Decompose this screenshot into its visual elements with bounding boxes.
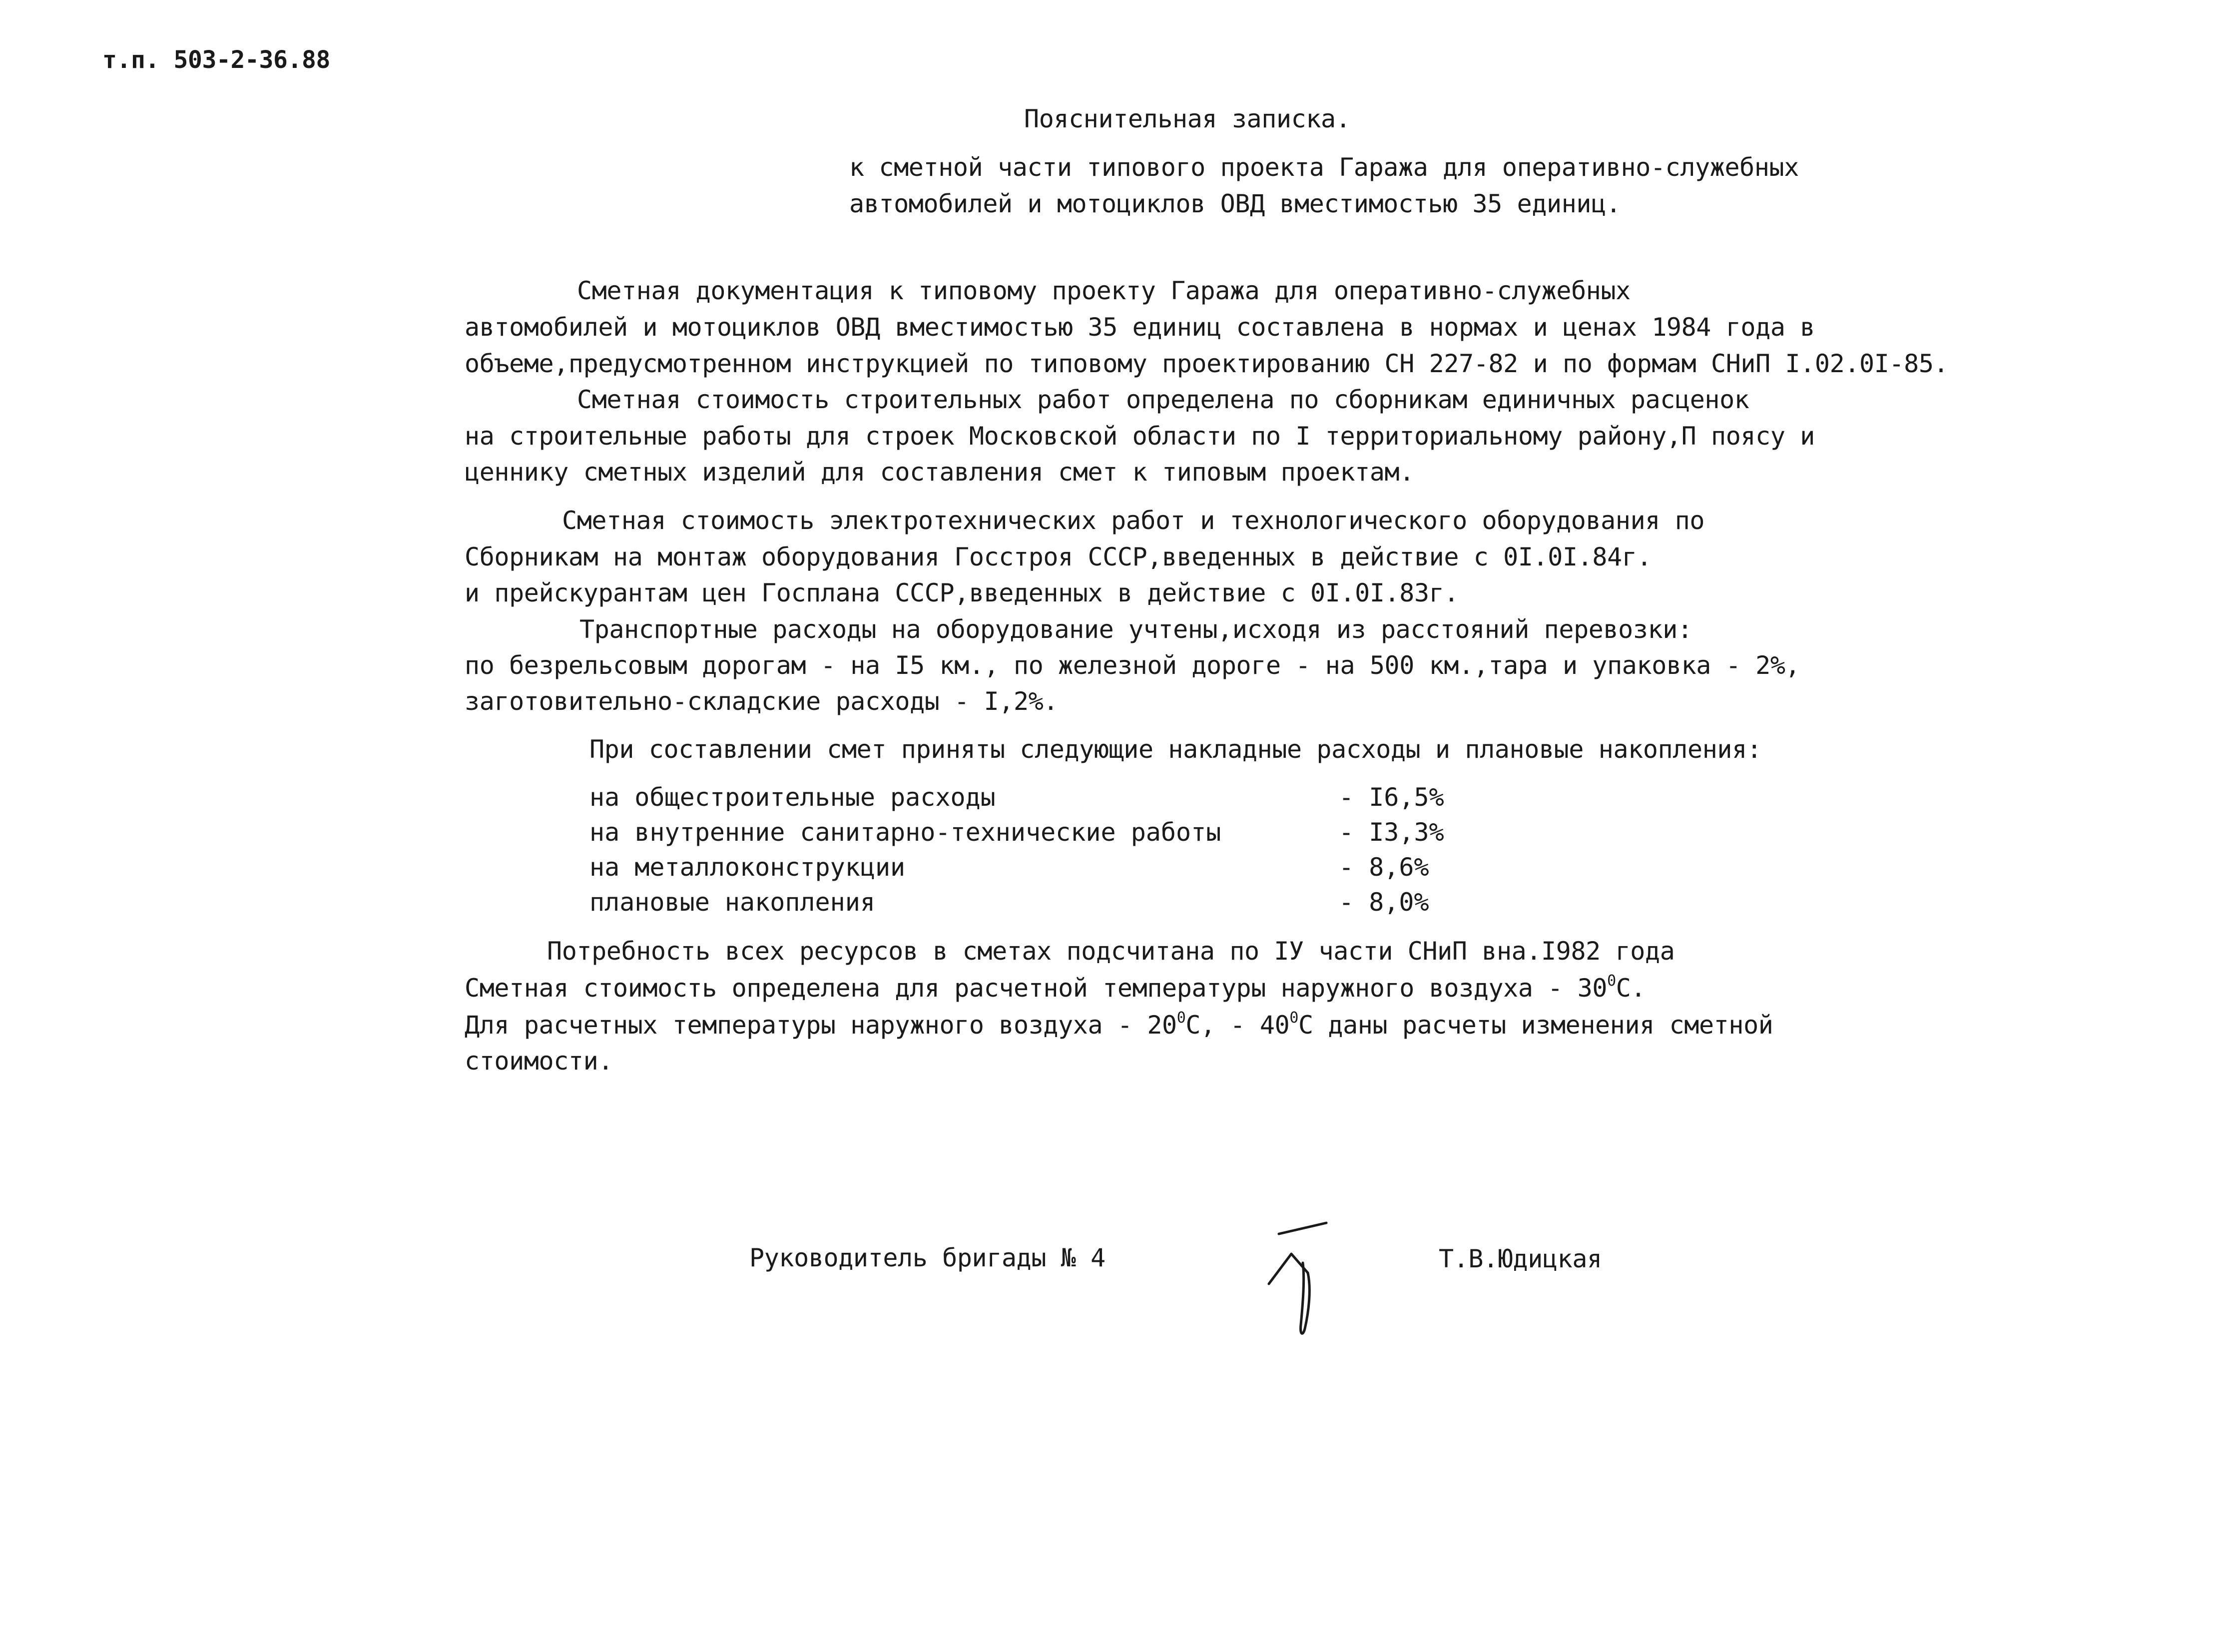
degree-superscript: 0 (1607, 972, 1616, 990)
degree-superscript: 0 (1289, 1009, 1298, 1027)
paragraph-7-line-2: стоимости. (465, 1047, 613, 1076)
handwritten-signature (1264, 1219, 1339, 1344)
paragraph-4-line-2: по безрельсовым дорогам - на I5 км., по железной дороге - на 500 км.,тара и упаковка - 2%, (465, 651, 1800, 680)
paragraph-1-line-2: автомобилей и мотоциклов ОВД вместимостью 35 единиц составлена в нормах и ценах 1984 года в (465, 313, 1815, 342)
paragraph-3-line-3: и прейскурантам цен Госплана СССР,введенных в действие с 0I.0I.83г. (465, 578, 1459, 607)
paragraph-7-line-1 (465, 1010, 1773, 1040)
rates-intro: При составлении смет приняты следующие накладные расходы и плановые накопления: (589, 735, 1762, 764)
rate-value: - 8,6% (1339, 853, 1429, 882)
paragraph-3-line-1: Сметная стоимость электротехнических работ и технологического оборудования по (562, 506, 1705, 535)
paragraph-4-line-1: Транспортные расходы на оборудование учтены,исходя из расстояний перевозки: (579, 615, 1692, 644)
rate-value: - I3,3% (1339, 818, 1444, 847)
paragraph-1-line-3: объеме,предусмотренном инструкцией по типовому проектированию СН 227-82 и по формам СНиП I.02.0I-85. (465, 349, 1949, 378)
signature-name: Т.В.Юдицкая (1439, 1244, 1602, 1273)
paragraph-7-line-1-text-c: С даны расчеты изменения сметной (1298, 1011, 1773, 1040)
paragraph-7-line-1-text-b: С, - 40 (1185, 1011, 1290, 1040)
paragraph-6-line-2-unit: С. (1616, 974, 1646, 1003)
paragraph-4-line-3: заготовительно-складские расходы - I,2%. (465, 687, 1059, 716)
rate-label: на внутренние санитарно-технические работы (589, 818, 1221, 847)
document-subtitle-line-2: автомобилей и мотоциклов ОВД вместимостью 35 единиц. (849, 189, 1621, 218)
paragraph-7-line-1-text-a: Для расчетных температуры наружного воздуха - 20 (465, 1011, 1177, 1040)
paragraph-1-line-1: Сметная документация к типовому проекту Гаража для оперативно-служебных (577, 276, 1631, 305)
paragraph-2-line-1: Сметная стоимость строительных работ определена по сборникам единичных расценок (577, 385, 1749, 414)
rate-label: плановые накопления (589, 888, 875, 917)
paragraph-2-line-2: на строительные работы для строек Московской области по I территориальному району,П поясу и (465, 422, 1815, 451)
paragraph-6-line-2 (465, 973, 1646, 1003)
paragraph-2-line-3: ценнику сметных изделий для составления смет к типовым проектам. (465, 458, 1414, 487)
paragraph-6-line-2-text: Сметная стоимость определена для расчетной температуры наружного воздуха - 30 (465, 974, 1608, 1003)
paragraph-6-line-1: Потребность всех ресурсов в сметах подсчитана по IУ части СНиП вна.I982 года (547, 937, 1675, 966)
rate-label: на металлоконструкции (589, 853, 906, 882)
rate-label: на общестроительные расходы (589, 783, 996, 812)
paragraph-3-line-2: Сборникам на монтаж оборудования Госстроя СССР,введенных в действие с 0I.0I.84г. (465, 543, 1652, 571)
signature-role: Руководитель бригады № 4 (749, 1243, 1106, 1272)
document-code: т.п. 503-2-36.88 (102, 46, 330, 74)
document-subtitle-line-1: к сметной части типового проекта Гаража для оперативно-служебных (849, 153, 1799, 182)
rate-value: - I6,5% (1339, 783, 1444, 812)
document-title: Пояснительная записка. (1024, 104, 1351, 133)
degree-superscript: 0 (1176, 1009, 1186, 1027)
rate-value: - 8,0% (1339, 888, 1429, 917)
